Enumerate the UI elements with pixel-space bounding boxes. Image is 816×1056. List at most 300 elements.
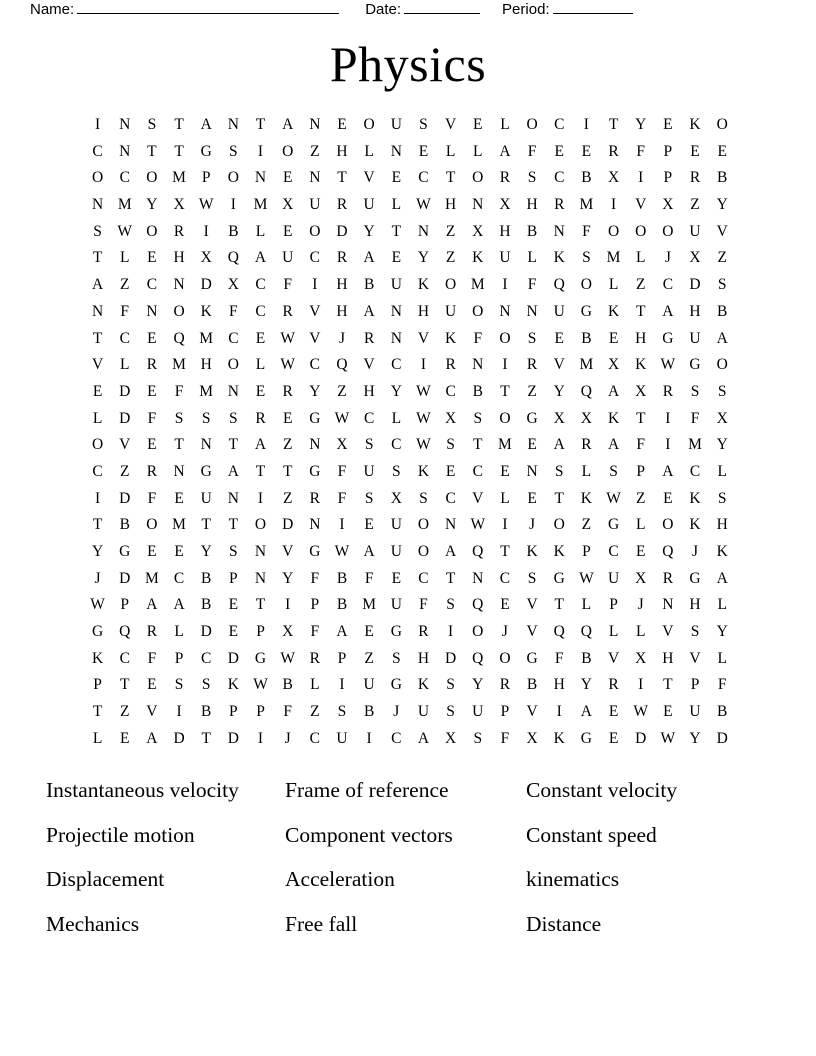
- grid-letter[interactable]: A: [417, 729, 430, 747]
- grid-letter[interactable]: P: [201, 169, 211, 187]
- grid-letter[interactable]: V: [472, 489, 484, 507]
- grid-letter[interactable]: U: [689, 222, 701, 240]
- grid-letter[interactable]: R: [608, 676, 619, 694]
- grid-letter[interactable]: D: [227, 729, 239, 747]
- grid-letter[interactable]: T: [635, 302, 646, 320]
- word-list-item[interactable]: Frame of reference: [285, 778, 449, 802]
- grid-letter[interactable]: S: [527, 329, 537, 347]
- grid-letter[interactable]: M: [253, 196, 268, 214]
- grid-letter[interactable]: B: [717, 169, 728, 187]
- grid-letter[interactable]: B: [581, 329, 592, 347]
- grid-letter[interactable]: E: [147, 329, 157, 347]
- grid-letter[interactable]: F: [473, 329, 483, 347]
- grid-letter[interactable]: T: [473, 436, 483, 454]
- grid-letter[interactable]: E: [337, 116, 347, 133]
- word-list-item[interactable]: Projectile motion: [46, 822, 195, 847]
- grid-letter[interactable]: O: [91, 436, 104, 454]
- grid-letter[interactable]: Y: [716, 436, 728, 454]
- grid-letter[interactable]: L: [608, 276, 619, 294]
- grid-letter[interactable]: P: [229, 703, 238, 721]
- grid-letter[interactable]: K: [472, 249, 484, 267]
- grid-letter[interactable]: C: [119, 329, 130, 347]
- grid-letter[interactable]: K: [553, 543, 565, 560]
- grid-letter[interactable]: F: [554, 649, 564, 667]
- grid-letter[interactable]: R: [146, 462, 158, 480]
- grid-letter[interactable]: N: [227, 489, 239, 507]
- grid-letter[interactable]: Q: [662, 543, 674, 560]
- grid-letter[interactable]: N: [119, 142, 131, 160]
- grid-letter[interactable]: X: [716, 409, 728, 427]
- grid-letter[interactable]: P: [256, 623, 265, 641]
- grid-letter[interactable]: I: [339, 676, 345, 694]
- grid-letter[interactable]: G: [390, 623, 402, 641]
- grid-letter[interactable]: H: [499, 222, 511, 240]
- grid-letter[interactable]: H: [200, 356, 212, 374]
- grid-letter[interactable]: N: [227, 116, 239, 133]
- grid-letter[interactable]: X: [445, 409, 457, 427]
- grid-letter[interactable]: E: [147, 436, 157, 454]
- grid-letter[interactable]: C: [662, 276, 674, 294]
- grid-letter[interactable]: V: [553, 356, 565, 374]
- grid-letter[interactable]: N: [390, 302, 402, 320]
- grid-letter[interactable]: A: [662, 302, 674, 320]
- grid-letter[interactable]: V: [716, 222, 728, 240]
- grid-letter[interactable]: S: [93, 222, 102, 240]
- grid-letter[interactable]: Q: [336, 356, 348, 374]
- grid-letter[interactable]: T: [255, 596, 266, 614]
- grid-letter[interactable]: A: [200, 116, 212, 133]
- grid-letter[interactable]: A: [146, 596, 158, 614]
- grid-letter[interactable]: R: [499, 676, 511, 694]
- grid-letter[interactable]: X: [282, 623, 294, 641]
- grid-letter[interactable]: Q: [472, 596, 484, 614]
- grid-letter[interactable]: S: [717, 489, 727, 507]
- grid-letter[interactable]: Y: [146, 196, 158, 214]
- grid-letter[interactable]: E: [174, 489, 184, 507]
- grid-letter[interactable]: E: [364, 516, 374, 534]
- grid-letter[interactable]: F: [283, 276, 292, 294]
- grid-letter[interactable]: Y: [200, 543, 212, 560]
- grid-letter[interactable]: Q: [119, 623, 131, 641]
- grid-letter[interactable]: S: [364, 489, 374, 507]
- grid-letter[interactable]: E: [663, 703, 673, 721]
- grid-letter[interactable]: S: [391, 649, 401, 667]
- grid-letter[interactable]: T: [201, 516, 211, 534]
- grid-letter[interactable]: L: [500, 489, 510, 507]
- grid-letter[interactable]: O: [445, 276, 457, 294]
- grid-letter[interactable]: C: [472, 462, 483, 480]
- grid-letter[interactable]: K: [417, 676, 430, 694]
- grid-letter[interactable]: R: [146, 623, 158, 641]
- grid-letter[interactable]: E: [92, 382, 103, 400]
- grid-letter[interactable]: X: [390, 489, 402, 507]
- grid-letter[interactable]: T: [554, 489, 564, 507]
- grid-letter[interactable]: M: [199, 329, 214, 347]
- grid-letter[interactable]: N: [390, 142, 402, 160]
- grid-letter[interactable]: S: [229, 142, 238, 160]
- grid-letter[interactable]: K: [607, 302, 620, 320]
- grid-letter[interactable]: H: [553, 676, 565, 694]
- grid-letter[interactable]: S: [174, 676, 184, 694]
- grid-letter[interactable]: E: [228, 623, 239, 641]
- grid-letter[interactable]: R: [146, 356, 158, 374]
- grid-letter[interactable]: S: [174, 409, 184, 427]
- grid-letter[interactable]: M: [172, 356, 186, 374]
- grid-letter[interactable]: D: [282, 516, 294, 534]
- grid-letter[interactable]: J: [501, 623, 508, 641]
- grid-letter[interactable]: R: [662, 382, 674, 400]
- grid-letter[interactable]: T: [92, 249, 103, 267]
- grid-letter[interactable]: G: [580, 729, 592, 747]
- grid-letter[interactable]: D: [119, 409, 131, 427]
- grid-letter[interactable]: P: [120, 596, 130, 614]
- grid-letter[interactable]: C: [201, 649, 212, 667]
- grid-letter[interactable]: T: [255, 116, 266, 133]
- grid-letter[interactable]: I: [665, 436, 671, 454]
- grid-letter[interactable]: Y: [553, 382, 565, 400]
- grid-letter[interactable]: B: [201, 703, 212, 721]
- word-list-item[interactable]: Constant speed: [526, 822, 657, 847]
- grid-letter[interactable]: L: [92, 409, 103, 427]
- grid-letter[interactable]: Q: [553, 623, 565, 641]
- grid-letter[interactable]: U: [390, 516, 402, 534]
- grid-letter[interactable]: S: [446, 676, 455, 694]
- grid-letter[interactable]: H: [689, 302, 701, 320]
- grid-letter[interactable]: T: [92, 516, 103, 534]
- grid-letter[interactable]: H: [336, 276, 348, 294]
- grid-letter[interactable]: B: [526, 676, 538, 694]
- grid-letter[interactable]: P: [337, 649, 347, 667]
- grid-letter[interactable]: C: [608, 543, 619, 560]
- grid-letter[interactable]: F: [283, 703, 292, 721]
- grid-letter[interactable]: H: [662, 649, 674, 667]
- grid-letter[interactable]: F: [364, 569, 374, 587]
- grid-letter[interactable]: U: [607, 569, 620, 587]
- grid-letter[interactable]: F: [636, 142, 646, 160]
- grid-letter[interactable]: F: [527, 142, 537, 160]
- grid-letter[interactable]: W: [280, 649, 295, 667]
- grid-letter[interactable]: V: [607, 649, 620, 667]
- grid-letter[interactable]: O: [254, 516, 267, 534]
- grid-letter[interactable]: Y: [716, 623, 728, 641]
- grid-letter[interactable]: N: [472, 569, 484, 587]
- grid-letter[interactable]: L: [310, 676, 320, 694]
- word-list-item[interactable]: Instantaneous velocity: [46, 778, 239, 802]
- grid-letter[interactable]: J: [393, 703, 400, 721]
- grid-letter[interactable]: O: [91, 169, 104, 187]
- grid-letter[interactable]: C: [228, 329, 239, 347]
- grid-letter[interactable]: L: [445, 142, 456, 160]
- grid-letter[interactable]: E: [608, 329, 619, 347]
- grid-letter[interactable]: O: [363, 116, 375, 133]
- grid-letter[interactable]: I: [583, 116, 589, 133]
- grid-letter[interactable]: W: [416, 382, 431, 400]
- grid-letter[interactable]: C: [554, 169, 565, 187]
- grid-letter[interactable]: N: [309, 516, 321, 534]
- grid-letter[interactable]: E: [147, 382, 157, 400]
- grid-letter[interactable]: R: [554, 196, 565, 214]
- grid-letter[interactable]: L: [120, 356, 130, 374]
- grid-letter[interactable]: C: [445, 489, 456, 507]
- grid-letter[interactable]: F: [500, 729, 510, 747]
- grid-letter[interactable]: A: [662, 462, 674, 480]
- grid-letter[interactable]: N: [662, 596, 674, 614]
- word-list-item[interactable]: Constant velocity: [526, 778, 678, 802]
- grid-letter[interactable]: E: [418, 142, 429, 160]
- grid-letter[interactable]: N: [173, 462, 185, 480]
- grid-letter[interactable]: O: [635, 222, 647, 240]
- grid-letter[interactable]: O: [499, 409, 511, 427]
- grid-letter[interactable]: C: [119, 649, 130, 667]
- grid-letter[interactable]: I: [638, 169, 644, 187]
- grid-letter[interactable]: E: [554, 329, 564, 347]
- grid-letter[interactable]: A: [607, 382, 620, 400]
- grid-letter[interactable]: W: [334, 543, 350, 560]
- grid-letter[interactable]: Z: [310, 703, 320, 721]
- grid-letter[interactable]: T: [635, 409, 646, 427]
- grid-letter[interactable]: I: [339, 516, 345, 534]
- grid-letter[interactable]: M: [172, 516, 186, 534]
- grid-letter[interactable]: M: [117, 196, 132, 214]
- grid-letter[interactable]: Y: [363, 222, 375, 240]
- grid-letter[interactable]: D: [119, 489, 131, 507]
- grid-letter[interactable]: S: [582, 249, 591, 267]
- grid-letter[interactable]: C: [309, 249, 320, 267]
- grid-letter[interactable]: A: [254, 249, 267, 267]
- grid-letter[interactable]: Z: [635, 276, 646, 294]
- grid-letter[interactable]: U: [553, 302, 565, 320]
- grid-letter[interactable]: Z: [445, 249, 456, 267]
- grid-letter[interactable]: A: [173, 596, 185, 614]
- grid-letter[interactable]: Y: [716, 196, 728, 214]
- grid-letter[interactable]: V: [526, 703, 538, 721]
- grid-letter[interactable]: K: [445, 329, 457, 347]
- grid-letter[interactable]: D: [716, 729, 728, 747]
- grid-letter[interactable]: K: [417, 462, 430, 480]
- grid-letter[interactable]: U: [472, 703, 484, 721]
- grid-letter[interactable]: S: [337, 703, 347, 721]
- grid-letter[interactable]: Z: [282, 436, 293, 454]
- grid-letter[interactable]: R: [309, 649, 320, 667]
- grid-letter[interactable]: I: [257, 729, 264, 747]
- grid-letter[interactable]: K: [553, 729, 565, 747]
- grid-letter[interactable]: C: [391, 356, 402, 374]
- grid-letter[interactable]: A: [716, 329, 728, 347]
- grid-letter[interactable]: E: [364, 623, 374, 641]
- grid-letter[interactable]: T: [92, 703, 103, 721]
- grid-letter[interactable]: P: [256, 703, 265, 721]
- grid-letter[interactable]: W: [416, 196, 431, 214]
- grid-letter[interactable]: M: [498, 436, 512, 454]
- grid-letter[interactable]: N: [499, 302, 511, 320]
- grid-letter[interactable]: R: [499, 169, 511, 187]
- grid-letter[interactable]: Y: [91, 543, 104, 560]
- grid-letter[interactable]: O: [662, 516, 674, 534]
- grid-letter[interactable]: D: [635, 729, 647, 747]
- grid-letter[interactable]: B: [472, 382, 483, 400]
- grid-letter[interactable]: B: [581, 649, 592, 667]
- grid-letter[interactable]: Y: [417, 249, 430, 267]
- grid-letter[interactable]: V: [526, 623, 538, 641]
- grid-letter[interactable]: R: [363, 329, 375, 347]
- grid-letter[interactable]: H: [716, 516, 728, 534]
- grid-letter[interactable]: N: [472, 196, 484, 214]
- grid-letter[interactable]: L: [255, 356, 266, 374]
- grid-letter[interactable]: M: [579, 356, 594, 374]
- grid-letter[interactable]: O: [417, 516, 430, 534]
- grid-letter[interactable]: K: [635, 356, 647, 374]
- grid-letter[interactable]: D: [336, 222, 348, 240]
- grid-letter[interactable]: A: [363, 543, 375, 560]
- grid-letter[interactable]: E: [282, 169, 293, 187]
- grid-letter[interactable]: I: [176, 703, 182, 721]
- grid-letter[interactable]: N: [445, 516, 457, 534]
- word-list-item[interactable]: Displacement: [46, 867, 165, 892]
- grid-letter[interactable]: M: [172, 169, 186, 187]
- grid-letter[interactable]: H: [336, 302, 348, 320]
- grid-letter[interactable]: N: [254, 169, 267, 187]
- date-input[interactable]: [404, 0, 480, 14]
- grid-letter[interactable]: V: [146, 703, 158, 721]
- grid-letter[interactable]: O: [580, 276, 592, 294]
- grid-letter[interactable]: I: [94, 116, 101, 133]
- grid-letter[interactable]: I: [448, 623, 454, 641]
- grid-letter[interactable]: B: [336, 569, 348, 587]
- grid-letter[interactable]: G: [309, 543, 321, 560]
- grid-letter[interactable]: S: [229, 409, 238, 427]
- grid-letter[interactable]: P: [663, 142, 673, 160]
- grid-letter[interactable]: G: [309, 462, 321, 480]
- grid-letter[interactable]: X: [200, 249, 212, 267]
- grid-letter[interactable]: A: [499, 142, 511, 160]
- grid-letter[interactable]: R: [173, 222, 185, 240]
- grid-letter[interactable]: F: [636, 436, 646, 454]
- grid-letter[interactable]: U: [282, 249, 294, 267]
- grid-letter[interactable]: H: [363, 382, 375, 400]
- grid-letter[interactable]: O: [553, 516, 565, 534]
- grid-letter[interactable]: B: [282, 676, 293, 694]
- grid-letter[interactable]: B: [717, 703, 728, 721]
- grid-letter[interactable]: R: [581, 436, 592, 454]
- grid-letter[interactable]: H: [336, 142, 348, 160]
- grid-letter[interactable]: A: [607, 436, 620, 454]
- word-list-item[interactable]: Free fall: [285, 912, 358, 937]
- grid-letter[interactable]: G: [254, 649, 267, 667]
- grid-letter[interactable]: K: [526, 543, 538, 560]
- word-list-item[interactable]: kinematics: [526, 867, 620, 892]
- grid-letter[interactable]: U: [363, 196, 375, 214]
- grid-letter[interactable]: S: [446, 703, 455, 721]
- grid-letter[interactable]: U: [390, 116, 402, 133]
- grid-letter[interactable]: L: [608, 623, 619, 641]
- grid-letter[interactable]: N: [173, 276, 185, 294]
- grid-letter[interactable]: K: [689, 516, 701, 534]
- grid-letter[interactable]: G: [200, 462, 212, 480]
- grid-letter[interactable]: T: [147, 142, 157, 160]
- grid-letter[interactable]: J: [529, 516, 536, 534]
- grid-letter[interactable]: E: [663, 116, 673, 133]
- grid-letter[interactable]: Q: [472, 649, 484, 667]
- grid-letter[interactable]: Y: [282, 569, 294, 587]
- grid-letter[interactable]: T: [500, 382, 510, 400]
- grid-letter[interactable]: C: [445, 382, 456, 400]
- grid-letter[interactable]: H: [173, 249, 185, 267]
- grid-letter[interactable]: W: [633, 703, 649, 721]
- grid-letter[interactable]: V: [309, 302, 321, 320]
- grid-letter[interactable]: Z: [310, 142, 320, 160]
- grid-letter[interactable]: E: [391, 169, 402, 187]
- grid-letter[interactable]: Y: [309, 382, 321, 400]
- grid-letter[interactable]: U: [689, 329, 701, 347]
- grid-letter[interactable]: Z: [120, 276, 130, 294]
- grid-letter[interactable]: S: [201, 409, 211, 427]
- grid-letter[interactable]: W: [579, 569, 594, 587]
- grid-letter[interactable]: E: [581, 142, 592, 160]
- grid-letter[interactable]: O: [227, 169, 239, 187]
- grid-letter[interactable]: S: [473, 409, 483, 427]
- grid-letter[interactable]: K: [716, 543, 728, 560]
- grid-letter[interactable]: R: [689, 169, 701, 187]
- grid-letter[interactable]: T: [228, 436, 239, 454]
- grid-letter[interactable]: E: [147, 543, 157, 560]
- grid-letter[interactable]: E: [282, 409, 293, 427]
- grid-letter[interactable]: A: [363, 302, 375, 320]
- grid-letter[interactable]: N: [146, 302, 158, 320]
- grid-letter[interactable]: A: [91, 276, 104, 294]
- grid-letter[interactable]: M: [470, 276, 485, 294]
- grid-letter[interactable]: N: [553, 222, 565, 240]
- grid-letter[interactable]: D: [119, 382, 131, 400]
- grid-letter[interactable]: T: [120, 676, 130, 694]
- grid-letter[interactable]: C: [689, 462, 701, 480]
- grid-letter[interactable]: X: [635, 569, 647, 587]
- grid-letter[interactable]: F: [310, 623, 320, 641]
- grid-letter[interactable]: O: [472, 302, 484, 320]
- grid-letter[interactable]: F: [717, 676, 727, 694]
- grid-letter[interactable]: W: [280, 329, 295, 347]
- grid-letter[interactable]: F: [229, 302, 238, 320]
- grid-letter[interactable]: N: [254, 543, 267, 560]
- grid-letter[interactable]: T: [174, 116, 184, 133]
- grid-letter[interactable]: N: [200, 436, 212, 454]
- grid-letter[interactable]: J: [691, 543, 699, 560]
- grid-letter[interactable]: O: [499, 329, 511, 347]
- word-list-item[interactable]: Distance: [526, 912, 602, 937]
- grid-letter[interactable]: S: [609, 462, 618, 480]
- grid-letter[interactable]: L: [527, 249, 537, 267]
- grid-letter[interactable]: O: [607, 222, 620, 240]
- grid-letter[interactable]: I: [502, 516, 508, 534]
- grid-letter[interactable]: N: [254, 569, 267, 587]
- grid-letter[interactable]: G: [689, 356, 701, 374]
- grid-letter[interactable]: L: [174, 623, 184, 641]
- grid-letter[interactable]: Y: [472, 676, 484, 694]
- grid-letter[interactable]: N: [119, 116, 131, 133]
- grid-letter[interactable]: S: [527, 569, 537, 587]
- grid-letter[interactable]: D: [200, 276, 212, 294]
- grid-letter[interactable]: F: [337, 462, 347, 480]
- grid-letter[interactable]: Q: [472, 543, 484, 560]
- grid-letter[interactable]: F: [174, 382, 184, 400]
- grid-letter[interactable]: T: [174, 436, 184, 454]
- grid-letter[interactable]: M: [362, 596, 377, 614]
- grid-letter[interactable]: X: [580, 409, 592, 427]
- grid-letter[interactable]: E: [147, 676, 157, 694]
- grid-letter[interactable]: Q: [580, 623, 592, 641]
- grid-letter[interactable]: I: [203, 222, 209, 240]
- grid-letter[interactable]: E: [174, 543, 184, 560]
- grid-letter[interactable]: E: [391, 569, 402, 587]
